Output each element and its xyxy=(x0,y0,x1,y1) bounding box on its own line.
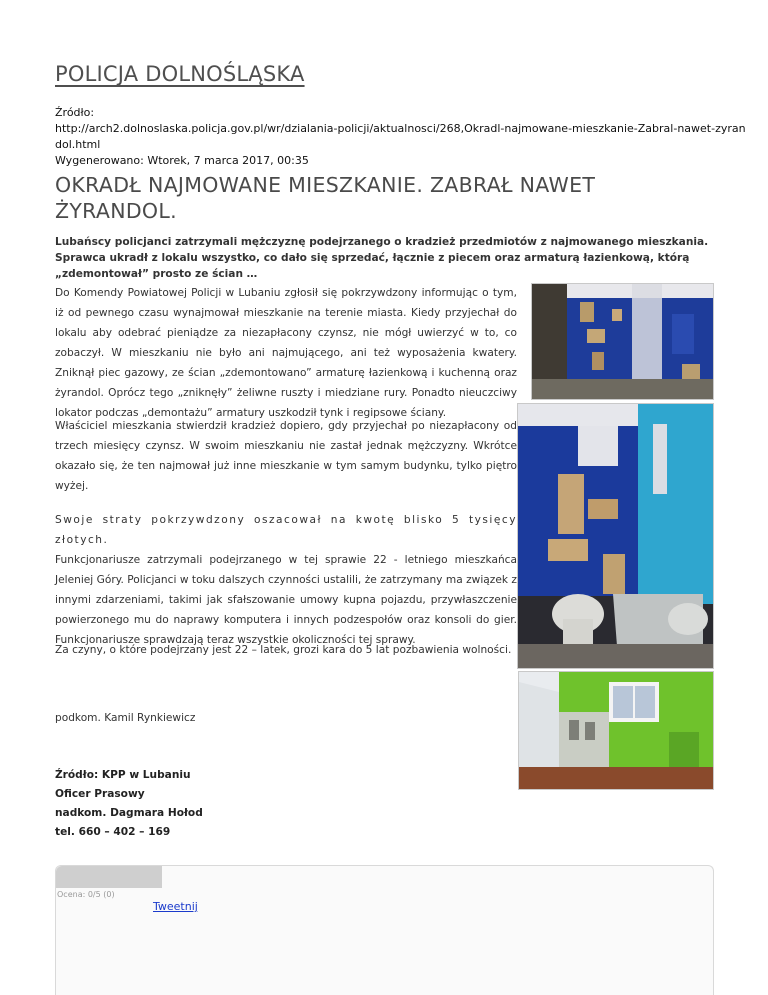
article-title-line: OKRADŁ NAJMOWANE MIESZKANIE. ZABRAŁ NAWET xyxy=(55,173,596,197)
lead-line: Sprawca ukradł z lokalu wszystko, co dało się sprzedać, łącznie z piecem oraz armaturą łazienkową, którą xyxy=(55,252,690,264)
author-signature: podkom. Kamil Rynkiewicz xyxy=(55,712,196,724)
source-label: Źródło: xyxy=(55,106,95,119)
press-source-line: Oficer Prasowy xyxy=(55,788,145,800)
paragraph-3-first-line: Swoje straty pokrzywdzony oszacował na kwotę blisko 5 tysięcy złotych. xyxy=(55,514,517,546)
press-source-line: tel. 660 – 402 – 169 xyxy=(55,826,171,838)
press-source-line: Źródło: KPP w Lubaniu xyxy=(55,769,191,781)
article-title xyxy=(55,172,655,224)
source-url-continued: dol.html xyxy=(55,138,101,151)
paragraph-1: Do Komendy Powiatowej Policji w Lubaniu zgłosił się pokrzywdzony informując o tym, iż od pewnego czasu wynajmował mieszkanie na terenie miasta. Kiedy przyjechał do lokalu aby odebrać pieniądze za niezapłacony czynsz, nie mógł uwierzyć w to, co zobaczył. W mieszkaniu nie było ani najmującego, ani też wyposażenia kwatery. Zniknął piec gazowy, ze ścian „zdemontowano” armaturę łazienkową i kuchenną oraz żyrandol. Oprócz tego „zniknęły” żeliwne ruszty i miedziane rury. Ponadto nieuczciwy lokator podczas „demontażu” armatury uszkodził tynk i regipsowe ściany. xyxy=(55,287,517,419)
lead-line: Lubańscy policjanci zatrzymali mężczyznę podejrzanego o kradzież przedmiotów z najmowanego mieszkania. xyxy=(55,236,709,248)
rating-text: Ocena: 0/5 (0) xyxy=(57,890,115,899)
source-url: http://arch2.dolnoslaska.policja.gov.pl/wr/dzialania-policji/aktualnosci/268,Okradl-najmowane-mieszkanie-Zabral-nawet-zyran xyxy=(55,122,746,135)
article-lead xyxy=(55,234,715,282)
paragraph-4: Za czyny, o które podejrzany jest 22 – latek, grozi kara do 5 lat pozbawienia wolności. xyxy=(55,644,512,656)
site-title: POLICJA DOLNOŚLĄSKA xyxy=(55,62,305,86)
lead-line: „zdemontował” prosto ze ścian … xyxy=(55,268,258,280)
paragraph-3-rest: Funkcjonariusze zatrzymali podejrzanego w tej sprawie 22 - letniego mieszkańca Jeleniej Góry. Policjanci w toku dalszych czynności ustalili, że zatrzymany ma związek z innymi zdarzeniami, takimi jak sfałszowanie umowy kupna pojazdu, przywłaszczenie powierzonego mu do naprawy komputera i innych podzespołów oraz konsoli do gier. Funkcjonariusze sprawdzają teraz wszystkie okoliczności tej sprawy. xyxy=(55,554,517,646)
rating-panel xyxy=(55,865,714,995)
press-source xyxy=(55,766,203,842)
photo-damaged-wall[interactable] xyxy=(531,283,714,400)
paragraph-2: Właściciel mieszkania stwierdził kradzież dopiero, gdy przyjechał po niezapłacony od trzech miesięcy czynsz. W swoim mieszkaniu nie zastał jednak mężczyzny. Wkrótce okazało się, że ten najmował już inne mieszkanie w tym samym budynku, tylko piętro wyżej. xyxy=(55,420,517,492)
rating-stars-bar[interactable] xyxy=(56,866,162,888)
generated-date: Wygenerowano: Wtorek, 7 marca 2017, 00:35 xyxy=(55,154,309,167)
photo-kitchen[interactable] xyxy=(518,671,714,790)
photo-bathroom[interactable] xyxy=(517,403,714,669)
paragraph-3 xyxy=(55,510,517,650)
source-meta xyxy=(55,105,746,169)
press-source-line: nadkom. Dagmara Hołod xyxy=(55,807,203,819)
tweet-link[interactable]: Tweetnij xyxy=(153,900,198,913)
article-title-line: ŻYRANDOL. xyxy=(55,199,177,223)
